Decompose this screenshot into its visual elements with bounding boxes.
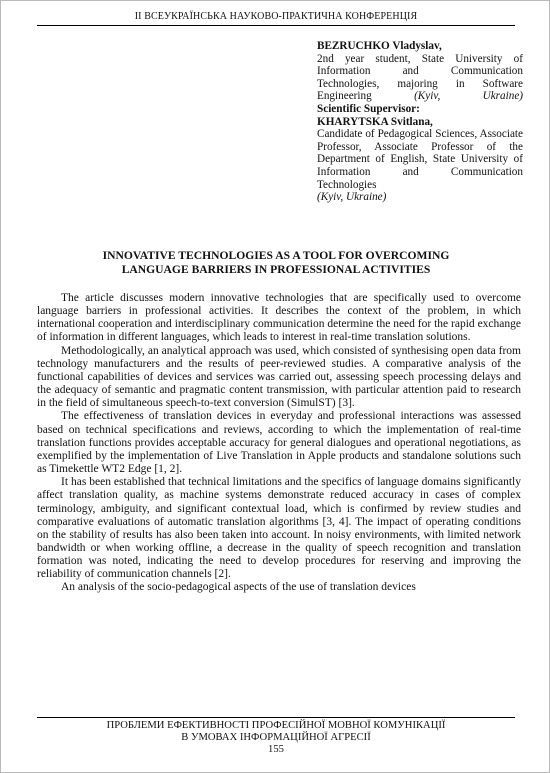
author-block [317,40,523,204]
article-body [37,292,521,595]
paragraph: It has been established that technical limitations and the specifics of language domains significantly affect translation quality, as machine systems demonstrate reduced accuracy in cases of complex terminology, ambiguity, and significant contextual load, which is confirmed by review studies and comparative evaluations of automatic translation algorithms [3, 4]. The impact of operating conditions on the stability of results has also been taken into account. In noisy environments, with limited network bandwidth or when working offline, a decrease in the quality of speech recognition and translation formation was noted, indicating the need to develop procedures for reserving and improving the reliability of communication channels [2]. [37,476,521,581]
paragraph: The article discusses modern innovative technologies that are specifically used to overcome language barriers in professional activities. It describes the context of the problem, in which international cooperation and interdisciplinary communication determine the need for the rapid exchange of information in different languages, which leads to interest in real-time translation solutions. [37,292,521,344]
paragraph: An analysis of the socio-pedagogical aspects of the use of translation devices [61,581,416,594]
footer-line-2: В УМОВАХ ІНФОРМАЦІЙНОЇ АГРЕСІЇ [181,732,371,743]
author-location: (Kyiv, Ukraine) [414,90,524,103]
title-line-1: INNOVATIVE TECHNOLOGIES AS A TOOL FOR OVERCOMING [102,249,450,262]
running-footer [37,717,515,756]
supervisor-location: (Kyiv, Ukraine) [317,191,387,204]
title-line-2: LANGUAGE BARRIERS IN PROFESSIONAL ACTIVITIES [121,263,431,277]
supervisor-heading: Scientific Supervisor: [317,102,420,115]
paragraph: The effectiveness of translation devices in everyday and professional interactions was assessed based on technical specifications and reviews, according to which the implementation of real-time translation functions provides acceptable accuracy for general dialogues and operational negotiations, as exemplified by the implementation of Live Translation in Apple products and standalone solutions such as Timekettle WT2 Edge [1, 2]. [37,410,521,476]
page-number: 155 [268,744,284,755]
paragraph: Methodologically, an analytical approach was used, which consisted of synthesising open data from technology manufacturers and the results of peer-reviewed studies. A comparative analysis of the functional capabilities of devices and services was carried out, assessing speech processing delays and the adequacy of semantic and pragmatic content transmission, with particular attention paid to research in the field of simultaneous speech-to-text conversion (SimulST) [3]. [37,344,521,410]
running-header: II ВСЕУКРАЇНСЬКА НАУКОВО-ПРАКТИЧНА КОНФЕРЕНЦІЯ [37,11,515,26]
article-title [37,249,515,277]
author-name: BEZRUCHKO Vladyslav, [317,40,442,52]
footer-line-1: ПРОБЛЕМИ ЕФЕКТИВНОСТІ ПРОФЕСІЙНОЇ МОВНОЇ КОМУНІКАЦІЇ [106,720,446,731]
supervisor-details: Candidate of Pedagogical Sciences, Associate Professor, Associate Professor of the Department of English, State University of Information and Communication Technologies [317,128,523,191]
supervisor-name: KHARYTSKA Svitlana, [317,115,433,128]
author-affiliation: 2nd year student, State University of Information and Communication Technologies, majoring in Software Engineering (Kyiv, Ukraine) [317,52,524,103]
